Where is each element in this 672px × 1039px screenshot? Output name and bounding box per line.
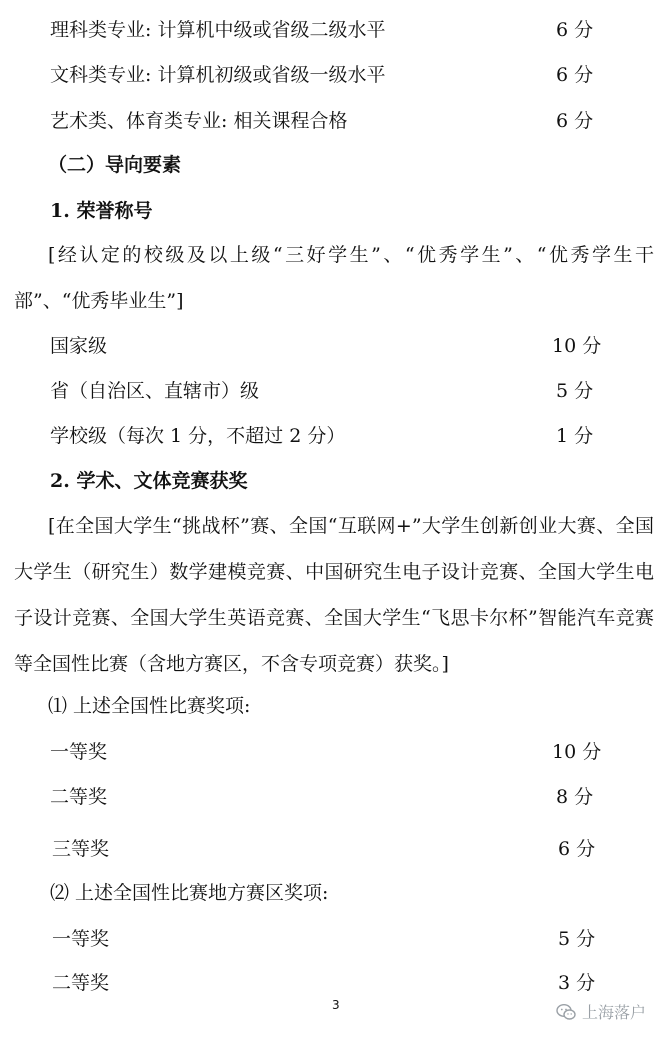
honor-row-school-score: 1 分 [556, 425, 594, 447]
national-second-prize-label: 二等奖 [50, 786, 108, 808]
item-science-label: 理科类专业: 计算机中级或省级二级水平 [50, 19, 386, 41]
wechat-icon [556, 1003, 576, 1021]
competition-description-text: [在全国大学生“挑战杯”赛、全国“互联网+”大学生创新创业大赛、全国大学生（研究生）数学建模竞赛、中国研究生电子设计竞赛、全国大学生电子设计竞赛、全国大学生英语竞赛、全国大学生“飞思卡尔杯”智能汽车竞赛等全国性比赛（含地方赛区，不含专项竞赛）获奖。] [14, 515, 654, 675]
honor-description [14, 232, 654, 324]
regional-first-prize-score: 5 分 [558, 928, 596, 950]
honor-row-national-label: 国家级 [50, 335, 108, 357]
honor-description-text: [经认定的校级及以上级“三好学生”、“优秀学生”、“优秀学生干部”、“优秀毕业生”] [14, 244, 654, 312]
national-third-prize-label: 三等奖 [52, 838, 110, 860]
item-liberal-arts-label: 文科类专业: 计算机初级或省级一级水平 [50, 64, 386, 86]
regional-first-prize-label: 一等奖 [52, 928, 110, 950]
page-number: 3 [332, 998, 340, 1012]
national-awards-heading: ⑴ 上述全国性比赛奖项: [48, 695, 251, 717]
honor-row-national-score: 10 分 [552, 335, 602, 357]
regional-second-prize-score: 3 分 [558, 972, 596, 994]
item-arts-sports-label: 艺术类、体育类专业: 相关课程合格 [50, 110, 348, 132]
honor-row-provincial-score: 5 分 [556, 380, 594, 402]
honor-row-school-label: 学校级（每次 1 分，不超过 2 分） [50, 425, 346, 447]
national-third-prize-score: 6 分 [558, 838, 596, 860]
national-first-prize-score: 10 分 [552, 741, 602, 763]
section-heading-guidance: （二）导向要素 [48, 154, 182, 176]
regional-awards-heading: ⑵ 上述全国性比赛地方赛区奖项: [50, 882, 329, 904]
competition-description [14, 503, 654, 687]
item-arts-sports-score: 6 分 [556, 110, 594, 132]
item-science-score: 6 分 [556, 19, 594, 41]
national-second-prize-score: 8 分 [556, 786, 594, 808]
regional-second-prize-label: 二等奖 [52, 972, 110, 994]
national-first-prize-label: 一等奖 [50, 741, 108, 763]
honor-row-provincial-label: 省（自治区、直辖市）级 [50, 380, 260, 402]
subsection-heading-competition: 2. 学术、文体竞赛获奖 [50, 470, 248, 492]
watermark [556, 1000, 646, 1023]
subsection-heading-honor: 1. 荣誉称号 [50, 200, 153, 222]
item-liberal-arts-score: 6 分 [556, 64, 594, 86]
watermark-text: 上海落户 [582, 1003, 647, 1022]
